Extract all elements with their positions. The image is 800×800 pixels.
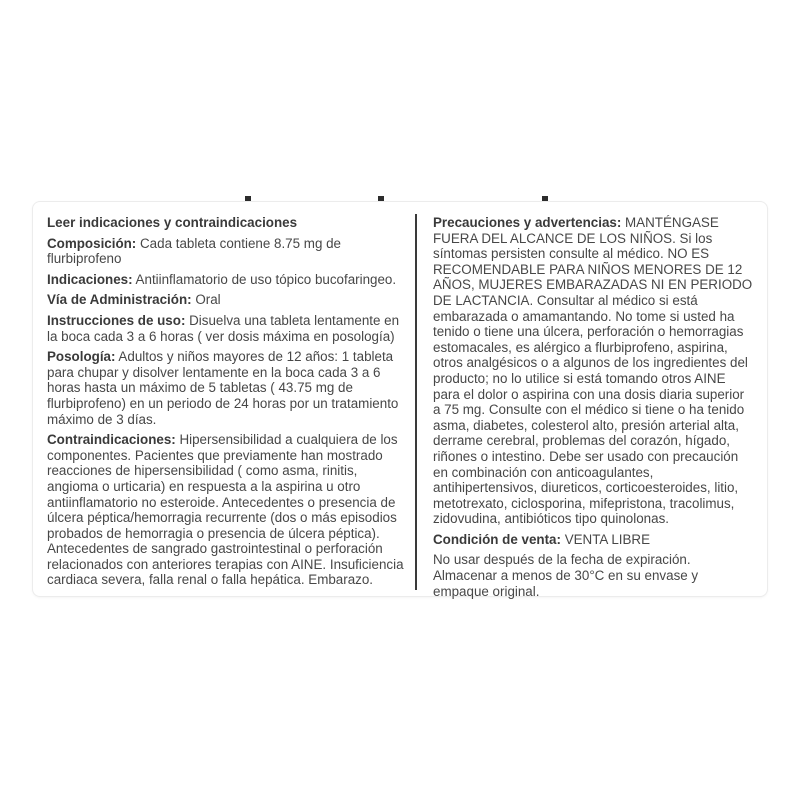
section-text: MANTÉNGASE FUERA DEL ALCANCE DE LOS NIÑOS. Si los síntomas persisten consulte al médico. NO ES RECOMENDABLE PARA NIÑOS MENORES DE 12 AÑOS, MUJERES EMBARAZADAS NI EN PERIODO DE LACTANCIA. Consultar al médico si está embarazada o amamantando. No tome si usted ha tenido o tiene una úlcera, perforación o hemorragias estomacales, es alérgico a flurbiprofeno, aspirina, otros analgésicos o a algunos de los ingredientes del producto; no lo utilice si está tomando otros AINE para el dolor o aspirina con una dosis diaria superior a 75 mg. Consulte con el médico si tiene o ha tenido asma, diabetes, colesterol alto, presión arterial alta, derrame cerebral, problemas del corazón, hígado, riñones o intestino. Debe ser usado con precaución en combinación con anticoagulantes, antihipertensivos, diureticos, corticoesteroides, litio, metotrexato, ciclosporina, mifepristona, tracolimus, zidovudina, antibióticos tipo quinolonas. (433, 215, 753, 527)
section-label: Composición: (47, 235, 137, 251)
section-label: Contraindicaciones: (47, 432, 176, 448)
dosage-section (47, 349, 407, 427)
section-text: Antiinflamatorio de uso tópico bucofaringeo. (132, 271, 397, 287)
section-text: Cada tableta contiene 8.75 mg de flurbiprofeno (47, 235, 342, 267)
contraindications-section (47, 432, 407, 588)
section-text: Hipersensibilidad a cualquiera de los componentes. Pacientes que previamente han mostrado reacciones de hipersensibilidad ( como asma, rinitis, angioma o urticaria) en respuesta a la aspirina u otro antiinflamatorio no esteroide. Antecedentes o presencia de úlcera péptica/hemorragia recurrente (dos o más episodios probados de hemorragia o presencia de úlcera péptica). Antecedentes de sangrado gastrointestinal o perforación relacionados con anteriores terapias con AINE. Insuficiencia cardiaca severa, falla renal o falla hepática. Embarazo. (47, 432, 404, 588)
section-label: Instrucciones de uso: (47, 312, 186, 328)
section-label: Precauciones y advertencias: (433, 215, 622, 230)
indications-section (47, 272, 407, 288)
composition-section (47, 236, 407, 267)
section-text: VENTA LIBRE (560, 531, 651, 547)
section-text: Disuelva una tableta lentamente en la boca cada 3 a 6 horas ( ver dosis máxima en posología) (47, 312, 400, 344)
storage-text: No usar después de la fecha de expiración. Almacenar a menos de 30°C en su envase y empaque original. (433, 552, 699, 599)
section-text: Oral (191, 292, 221, 308)
precautions-section (433, 215, 755, 527)
section-text: Adultos y niños mayores de 12 años: 1 tableta para chupar y disolver lentamente en la boca cada 3 a 6 horas hasta un máximo de 5 tabletas ( 43.75 mg de flurbiprofeno) en un periodo de 24 horas por un tratamiento máximo de 3 días. (47, 349, 399, 427)
section-label: Vía de Administración: (47, 292, 192, 308)
read-instructions-header: Leer indicaciones y contraindicaciones (47, 215, 298, 230)
route-section (47, 292, 407, 308)
left-column (47, 215, 407, 588)
section-label: Indicaciones: (47, 271, 133, 287)
usage-instructions-section (47, 313, 407, 344)
right-column (433, 215, 755, 599)
column-divider (415, 214, 417, 590)
sale-condition-section (433, 532, 755, 548)
section-label: Condición de venta: (433, 531, 561, 547)
section-label: Posología: (47, 349, 116, 365)
